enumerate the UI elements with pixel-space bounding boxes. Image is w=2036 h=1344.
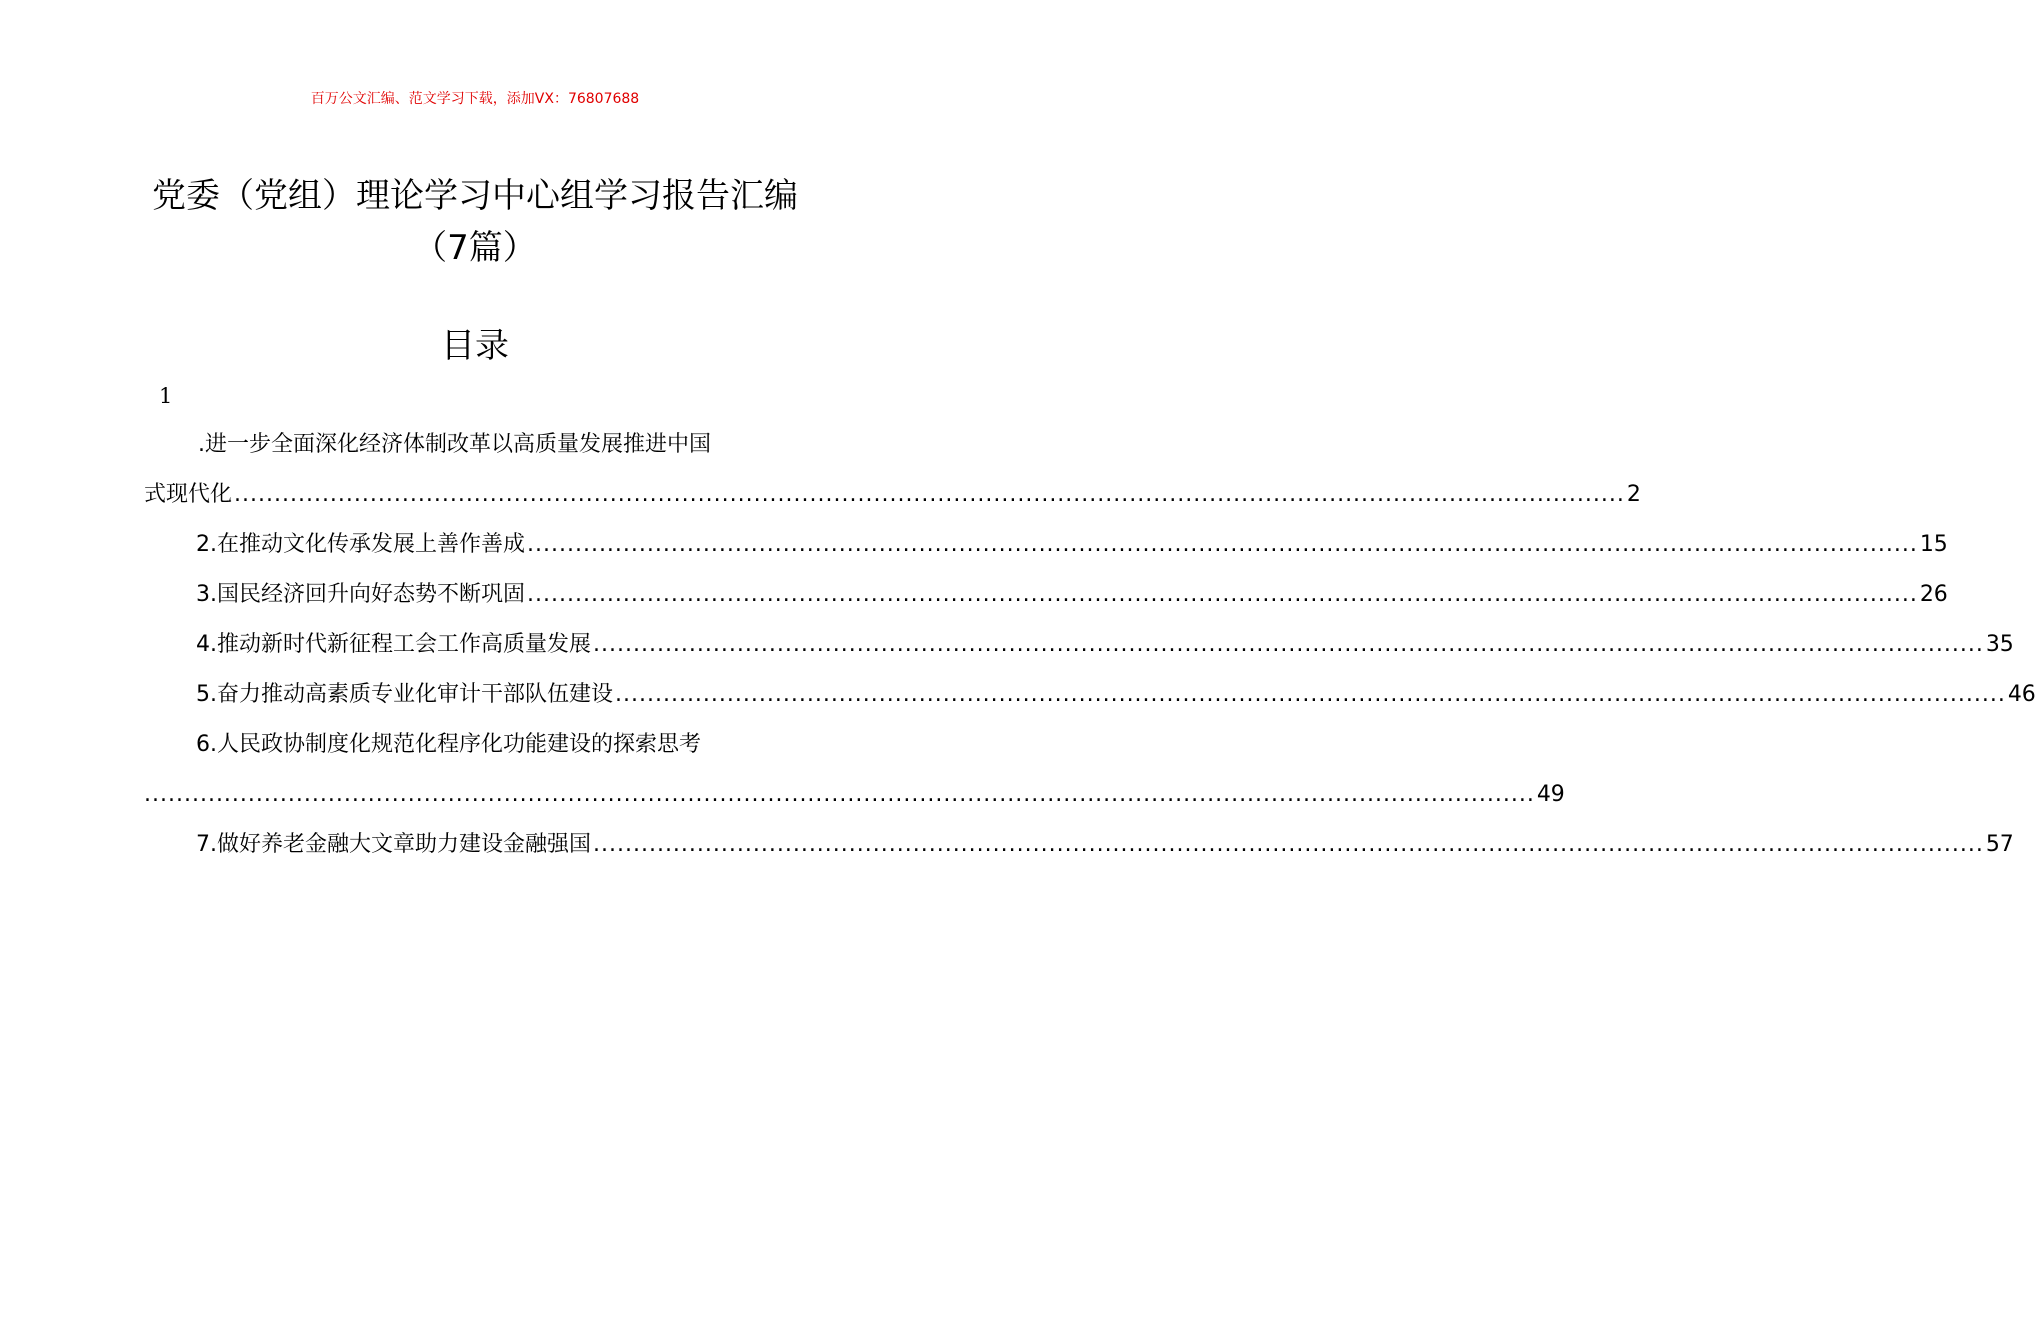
toc-entry-3-text: 3.国民经济回升向好态势不断巩固 <box>196 582 525 607</box>
toc-heading: 目录 <box>441 326 509 366</box>
toc-leader-dots <box>593 820 1984 870</box>
toc-leader-dots <box>593 620 1984 670</box>
stray-page-number: 1 <box>159 384 173 408</box>
toc-entry-6[interactable] <box>144 720 1565 820</box>
toc-entry-3-page: 26 <box>1919 582 1948 607</box>
toc-entry-1-line1: .进一步全面深化经济体制改革以高质量发展推进中国 <box>198 432 711 457</box>
toc-entry-1-line2: 式现代化 <box>144 482 233 507</box>
toc-entry-6-page: 49 <box>1536 782 1565 807</box>
toc-entry-5-text: 5.奋力推动高素质专业化审计干部队伍建设 <box>196 682 613 707</box>
toc-entry-2-page: 15 <box>1919 532 1948 557</box>
toc-leader-dots <box>144 770 1535 820</box>
toc-leader-dots <box>527 570 1918 620</box>
toc-entry-4[interactable] <box>144 620 2014 670</box>
toc-entry-1-page: 2 <box>1626 482 1641 507</box>
toc-entry-6-text: 6.人民政协制度化规范化程序化功能建设的探索思考 <box>196 732 701 757</box>
header-note: 百万公文汇编、范文学习下载，添加VX：76807688 <box>310 91 640 107</box>
toc-leader-dots <box>615 670 2006 720</box>
toc-entry-4-page: 35 <box>1985 632 2014 657</box>
table-of-contents <box>144 420 2036 870</box>
toc-entry-7-page: 57 <box>1985 832 2014 857</box>
toc-entry-3[interactable] <box>144 570 1948 620</box>
toc-entry-4-text: 4.推动新时代新征程工会工作高质量发展 <box>196 632 591 657</box>
toc-entry-5[interactable] <box>144 670 2036 720</box>
toc-entry-5-page: 46 <box>2007 682 2036 707</box>
toc-entry-7[interactable] <box>144 820 2014 870</box>
document-title: 党委（党组）理论学习中心组学习报告汇编（7篇） <box>152 176 798 268</box>
toc-leader-dots <box>234 470 1625 520</box>
toc-entry-2[interactable] <box>144 520 1948 570</box>
toc-entry-2-text: 2.在推动文化传承发展上善作善成 <box>196 532 525 557</box>
toc-entry-7-text: 7.做好养老金融大文章助力建设金融强国 <box>196 832 591 857</box>
toc-leader-dots <box>527 520 1918 570</box>
toc-entry-1[interactable] <box>144 420 1641 520</box>
